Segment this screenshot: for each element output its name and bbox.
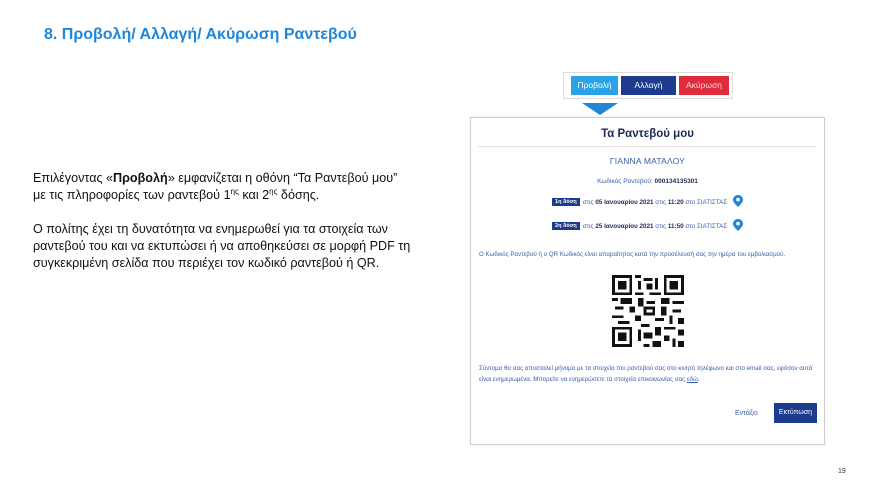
view-button[interactable]: Προβολή <box>571 76 618 95</box>
print-button[interactable]: Εκτύπωση <box>774 403 817 423</box>
ok-button[interactable]: Εντάξει <box>735 410 758 417</box>
description-text <box>33 170 411 289</box>
my-appointments-card <box>470 117 825 445</box>
slide-title: 8. Προβολή/ Αλλαγή/ Ακύρωση Ραντεβού <box>44 26 357 43</box>
map-pin-icon[interactable] <box>733 219 743 231</box>
appointment-action-bar <box>563 72 733 99</box>
change-button[interactable]: Αλλαγή <box>621 76 676 95</box>
down-arrow-icon <box>582 103 618 115</box>
code-note: Ο Κωδικός Ραντεβού ή ο QR Κωδικός είναι απαραίτητος κατά την προσέλευσή σας την ημέρα του εμβολιασμού. <box>479 251 786 258</box>
dose-2-badge: 2η δόση <box>552 222 580 230</box>
update-contact-link[interactable]: εδώ <box>686 375 698 383</box>
dose-1-row: 1η δόση στις 05 Ιανουαρίου 2021 στις 11:20 στο ΣΙΑΤΙΣΤΑΣ <box>471 195 824 207</box>
description-paragraph-1: Επιλέγοντας «Προβολή» εμφανίζεται η οθόνη “Τα Ραντεβού μου” με τις πληροφορίες των ραντεβού $1^{\eta\varsigma}$ και $2^{\eta\varsigma}$ δόσης. <box>33 171 398 202</box>
cancel-button[interactable]: Ακύρωση <box>679 76 729 95</box>
notification-text: Σύντομα θα σας αποσταλεί μήνυμα με τα στοιχεία του ραντεβού σας στο κινητό τηλέφωνο και στο email σας, εφόσον αυτά είναι ενημερωμένα. Μπορείτε να ενημερώσετε τα στοιχεία επικοινωνίας σας εδώ. <box>479 365 813 383</box>
card-title: Τα Ραντεβού μου <box>601 128 694 140</box>
map-pin-icon[interactable] <box>733 195 743 207</box>
view-keyword: Προβολή <box>113 171 168 185</box>
description-paragraph-2: Ο πολίτης έχει τη δυνατότητα να ενημερωθεί για τα στοιχεία των ραντεβού του και να εκτυπώσει ή να αποθηκεύσει σε μορφή PDF τη συγκεκριμένη σελίδα που περιέχει τον κωδικό ραντεβού ή QR. <box>33 222 411 270</box>
divider <box>478 146 817 147</box>
page-number: 19 <box>838 468 846 475</box>
citizen-name: ΓΙΑΝΝΑ ΜΑΤΑΛΟΥ <box>609 156 686 166</box>
appointment-code: Κωδικός Ραντεβού: 000134135301 <box>597 178 698 185</box>
dose-1-badge: 1η δόση <box>552 198 580 206</box>
dose-2-row: 2η δόση στις 25 Ιανουαρίου 2021 στις 11:50 στο ΣΙΑΤΙΣΤΑΣ <box>471 219 824 231</box>
qr-code-icon <box>612 275 684 347</box>
